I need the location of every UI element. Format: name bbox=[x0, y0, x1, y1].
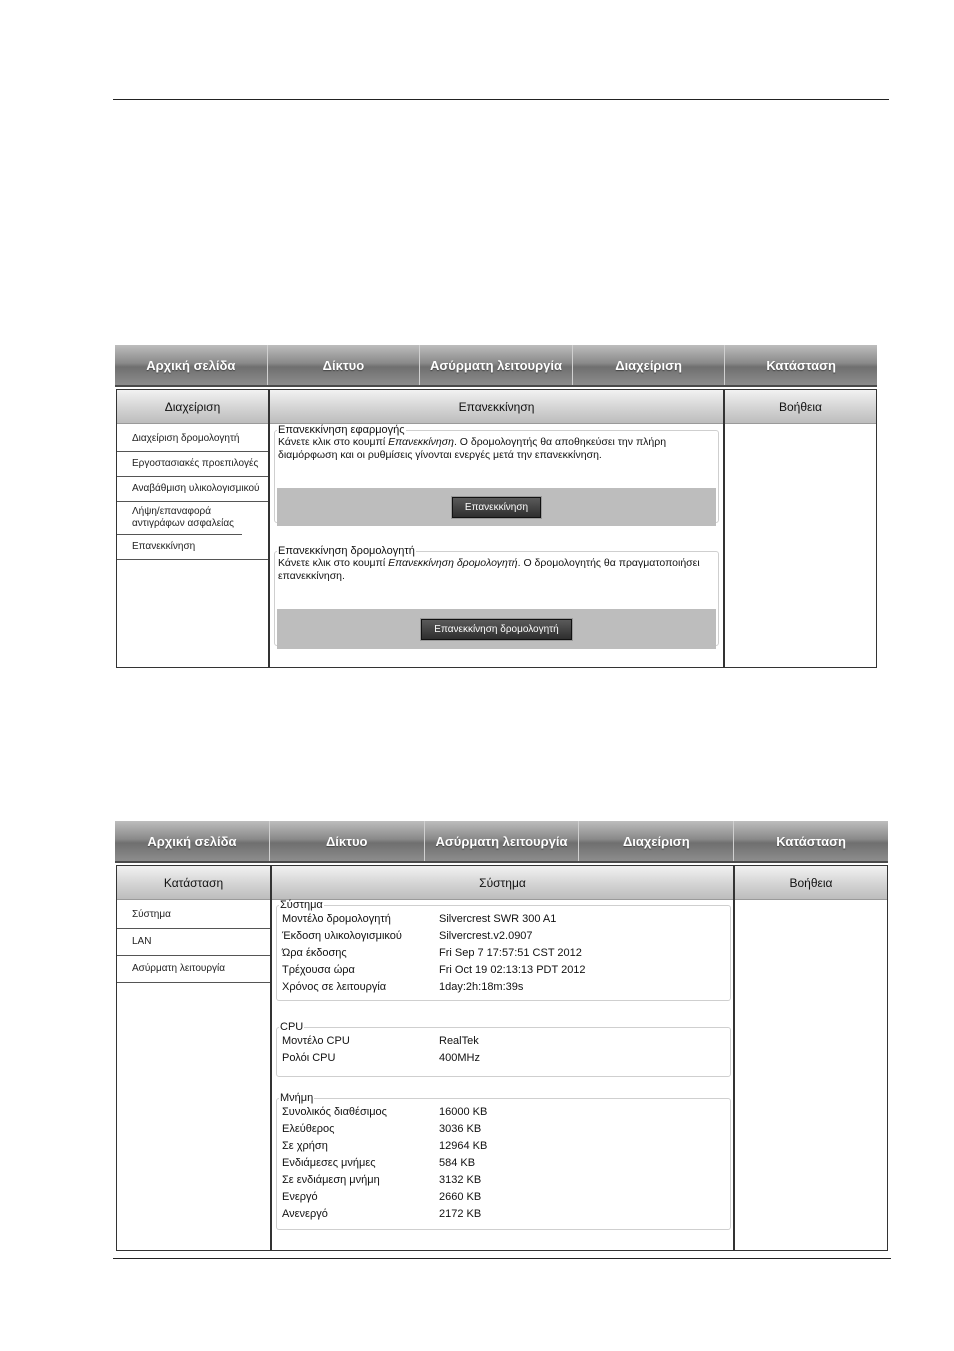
app-restart-bar bbox=[277, 488, 716, 526]
router-restart-group bbox=[274, 545, 719, 646]
app-restart-group bbox=[274, 424, 719, 523]
center-panel bbox=[271, 865, 734, 1251]
nav-network[interactable]: Δίκτυο bbox=[267, 345, 420, 385]
memory-legend: Μνήμη bbox=[280, 1092, 314, 1104]
info-row: Ενδιάμεσες μνήμες 584 KB bbox=[282, 1157, 476, 1169]
info-row: Έκδοση υλικολογισμικού Silvercrest.v2.0907 bbox=[282, 930, 533, 942]
help-panel-header: Βοήθεια bbox=[725, 390, 876, 424]
cpu-group bbox=[276, 1021, 731, 1077]
nav-status[interactable]: Κατάσταση bbox=[724, 345, 877, 385]
sidebar-item-lan[interactable]: LAN bbox=[117, 929, 270, 956]
sidebar-item-router-management[interactable]: Διαχείριση δρομολογητή bbox=[117, 427, 268, 452]
sidebar-item-backup-restore[interactable]: Λήψη/επαναφορά αντιγράφων ασφαλείας bbox=[117, 502, 242, 535]
nav-home[interactable]: Αρχική σελίδα bbox=[146, 357, 236, 373]
help-panel bbox=[724, 389, 877, 668]
nav-status[interactable]: Κατάσταση bbox=[733, 821, 888, 861]
top-rule bbox=[113, 99, 889, 100]
sidebar-item-firmware-upgrade[interactable]: Αναβάθμιση υλικολογισμικού bbox=[117, 477, 268, 502]
info-row: Ώρα έκδοσης Fri Sep 7 17:57:51 CST 2012 bbox=[282, 947, 582, 959]
info-row: Ανενεργό 2172 KB bbox=[282, 1208, 482, 1220]
cpu-legend: CPU bbox=[280, 1021, 304, 1033]
app-restart-legend: Επανεκκίνηση εφαρμογής bbox=[278, 424, 405, 436]
sidebar-item-system[interactable]: Σύστημα bbox=[117, 902, 270, 929]
restart-router-button[interactable]: Επανεκκίνηση δρομολογητή bbox=[421, 619, 571, 640]
help-panel bbox=[734, 865, 888, 1251]
main-nav bbox=[115, 821, 888, 863]
system-group bbox=[276, 899, 731, 1001]
nav-management[interactable]: Διαχείριση bbox=[572, 345, 725, 385]
info-row: Τρέχουσα ώρα Fri Oct 19 02:13:13 PDT 2012 bbox=[282, 964, 586, 976]
center-panel-header: Επανεκκίνηση bbox=[270, 390, 723, 424]
left-menu bbox=[116, 865, 271, 1251]
router-restart-description: Κάνετε κλικ στο κουμπί Επανεκκίνηση δρομολογητή. Ο δρομολογητής θα πραγματοποιήσει επανεκκίνηση. bbox=[278, 557, 700, 582]
info-row: Μοντέλο CPU RealTek bbox=[282, 1035, 479, 1047]
nav-network[interactable]: Δίκτυο bbox=[269, 821, 424, 861]
nav-management[interactable]: Διαχείριση bbox=[578, 821, 733, 861]
restart-button[interactable]: Επανεκκίνηση bbox=[452, 497, 541, 518]
sidebar-item-wireless[interactable]: Ασύρματη λειτουργία bbox=[117, 956, 270, 983]
nav-wireless[interactable]: Ασύρματη λειτουργία bbox=[419, 345, 572, 385]
info-row: Συνολικός διαθέσιμος 16000 KB bbox=[282, 1106, 488, 1118]
info-row: Μοντέλο δρομολογητή Silvercrest SWR 300 A1 bbox=[282, 913, 557, 925]
info-row: Ενεργό 2660 KB bbox=[282, 1191, 482, 1203]
center-panel bbox=[269, 389, 724, 668]
bottom-rule bbox=[113, 1258, 891, 1259]
info-row: Χρόνος σε λειτουργία 1day:2h:18m:39s bbox=[282, 981, 524, 993]
sidebar-item-factory-defaults[interactable]: Εργοστασιακές προεπιλογές bbox=[117, 452, 268, 477]
memory-group bbox=[276, 1092, 731, 1230]
help-panel-header: Βοήθεια bbox=[735, 866, 887, 900]
info-row: Σε ενδιάμεση μνήμη 3132 KB bbox=[282, 1174, 482, 1186]
left-menu-header: Κατάσταση bbox=[117, 866, 270, 900]
restart-screenshot bbox=[115, 345, 877, 668]
nav-wireless[interactable]: Ασύρματη λειτουργία bbox=[424, 821, 579, 861]
status-screenshot bbox=[115, 821, 888, 1251]
left-menu-header: Διαχείριση bbox=[117, 390, 268, 424]
router-restart-bar bbox=[277, 609, 716, 649]
app-restart-description: Κάνετε κλικ στο κουμπί Επανεκκίνηση. Ο δρομολογητής θα αποθηκεύσει την πλήρη διαμόρφωση και οι ρυθμίσεις γίνονται ενεργές μετά την επανεκκίνηση. bbox=[278, 436, 667, 461]
info-row: Ρολόι CPU 400MHz bbox=[282, 1052, 480, 1064]
router-restart-legend: Επανεκκίνηση δρομολογητή bbox=[278, 545, 415, 557]
info-row: Σε χρήση 12964 KB bbox=[282, 1140, 488, 1152]
info-row: Ελεύθερος 3036 KB bbox=[282, 1123, 482, 1135]
center-panel-header: Σύστημα bbox=[272, 866, 733, 900]
nav-home[interactable]: Αρχική σελίδα bbox=[147, 833, 237, 849]
sidebar-item-restart[interactable]: Επανεκκίνηση bbox=[117, 535, 268, 560]
system-legend: Σύστημα bbox=[280, 899, 323, 911]
left-menu bbox=[116, 389, 269, 668]
main-nav bbox=[115, 345, 877, 387]
